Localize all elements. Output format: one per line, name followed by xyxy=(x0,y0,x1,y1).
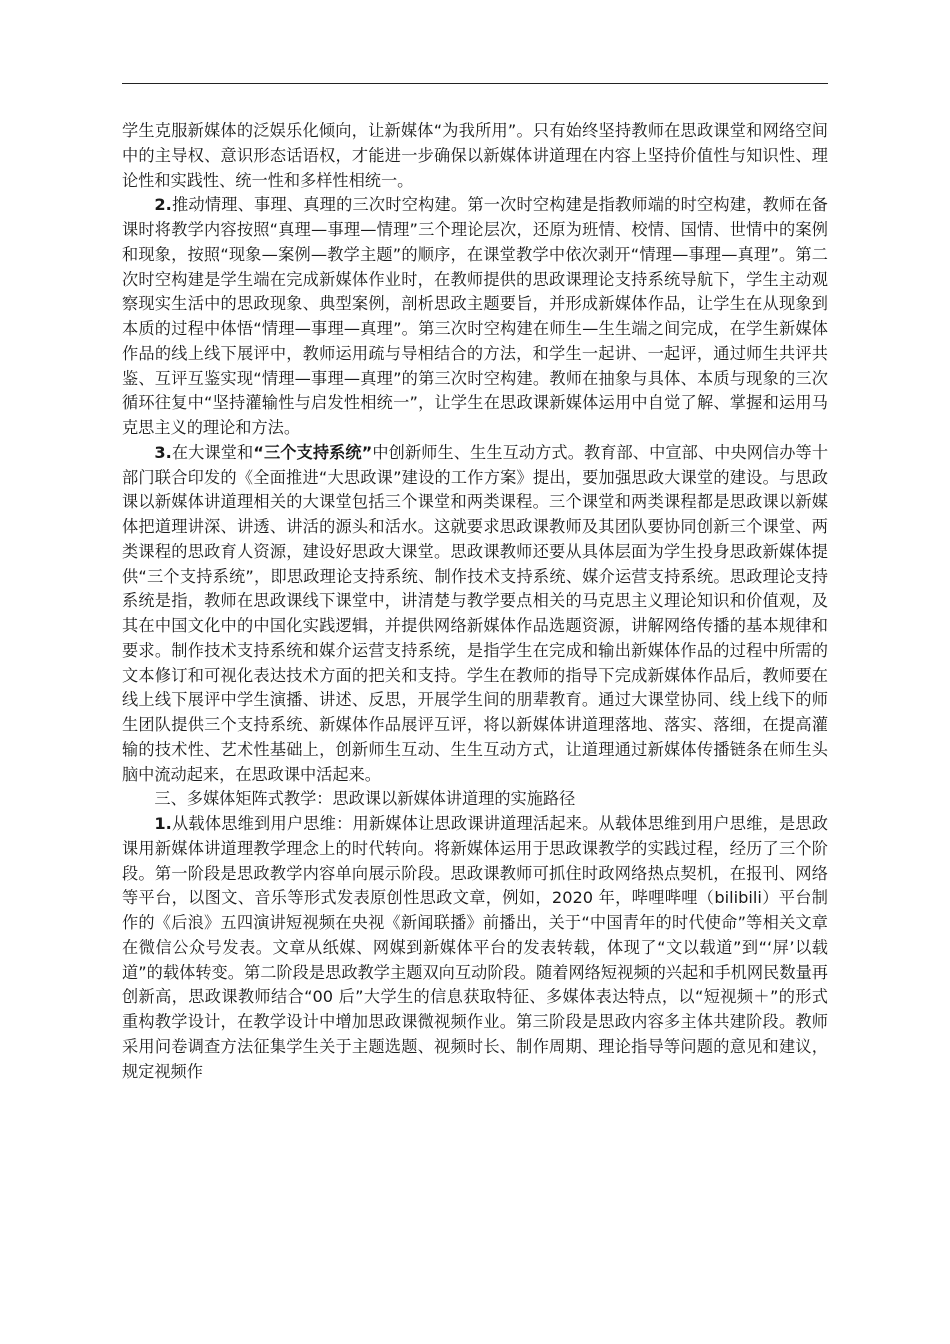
paragraph-subsection-1 xyxy=(122,812,828,1084)
section-heading: 三、多媒体矩阵式教学：思政课以新媒体讲道理的实施路径 xyxy=(154,789,576,809)
item-number: 1. xyxy=(154,814,172,833)
paragraph-continuation: 学生克服新媒体的泛娱乐化倾向，让新媒体“为我所用”。只有始终坚持教师在思政课堂和网络空间中的主导权、意识形态话语权，才能进一步确保以新媒体讲道理在内容上坚持价值性与知识性、理论性和实践性、统一性和多样性相统一。 xyxy=(122,121,828,190)
paragraph-section-3 xyxy=(122,441,828,788)
emphasis-text: “三个支持系统” xyxy=(253,442,373,462)
paragraph-text: 中创新师生、生生互动方式。教育部、中宣部、中央网信办等十部门联合印发的《全面推进“大思政课”建设的工作方案》提出，要加强思政大课堂的建设。与思政课以新媒体讲道理相关的大课堂包括三个课堂和两类课程。三个课堂和两类课程都是思政课以新媒体把道理讲深、讲透、讲活的源头和活水。这就要求思政课教师及其团队要协同创新三个课堂、两类课程的思政育人资源，建设好思政大课堂。思政课教师还要从具体层面为学生投身思政新媒体提供“三个支持系统”，即思政理论支持系统、制作技术支持系统、媒介运营支持系统。思政理论支持系统是指，教师在思政课线下课堂中，讲清楚与教学要点相关的马克思主义理论知识和价值观，及其在中国文化中的中国化实践逻辑，并提供网络新媒体作品选题资源，讲解网络传播的基本规律和要求。制作技术支持系统和媒介运营支持系统，是指学生在完成和输出新媒体作品的过程中所需的文本修订和可视化表达技术方面的把关和支持。学生在教师的指导下完成新媒体作品后，教师要在线上线下展评中学生演播、讲述、反思，开展学生间的朋辈教育。通过大课堂协同、线上线下的师生团队提供三个支持系统、新媒体作品展评互评，将以新媒体讲道理落地、落实、落细，在提高灌输的技术性、艺术性基础上，创新师生互动、生生互动方式，让道理通过新媒体传播链条在师生头脑中流动起来，在思政课中活起来。 xyxy=(122,442,829,784)
header-rule xyxy=(122,83,828,84)
item-number: 3. xyxy=(154,442,172,462)
paragraph-section-2 xyxy=(122,193,828,441)
body-text xyxy=(122,119,828,1084)
document-page xyxy=(122,0,828,1344)
paragraph-text: 推动情理、事理、真理的三次时空构建。第一次时空构建是指教师端的时空构建，教师在备课时将教学内容按照“真理—事理—情理”三个理论层次，还原为班情、校情、国情、世情中的案例和现象，按照“现象—案例—教学主题”的顺序，在课堂教学中依次剥开“情理—事理—真理”。第二次时空构建是学生端在完成新媒体作业时，在教师提供的思政课理论支持系统导航下，学生主动观察现实生活中的思政现象、典型案例，剖析思政主题要旨，并形成新媒体作品，让学生在从现象到本质的过程中体悟“情理—事理—真理”。第三次时空构建在师生—生生端之间完成，在学生新媒体作品的线上线下展评中，教师运用疏与导相结合的方法，和学生一起讲、一起评，通过师生共评共鉴、互评互鉴实现“情理—事理—真理”的第三次时空构建。教师在抽象与具体、本质与现象的三次循环往复中“坚持灌输性与启发性相统一”，让学生在思政课新媒体运用中自觉了解、掌握和运用马克思主义的理论和方法。 xyxy=(122,195,828,437)
paragraph-text: 在大课堂和 xyxy=(171,442,254,462)
item-number: 2. xyxy=(154,195,172,215)
paragraph-text: 从载体思维到用户思维：用新媒体让思政课讲道理活起来。从载体思维到用户思维，是思政课用新媒体讲道理教学理念上的时代转向。将新媒体运用于思政课教学的实践过程，经历了三个阶段。第一阶段是思政教学内容单向展示阶段。思政课教师可抓住时政网络热点契机，在报刊、网络等平台，以图文、音乐等形式发表原创性思政文章，例如，2020 年，哔哩哔哩（bilibili）平台制作的《后浪》五四演讲短视频在央视《新闻联播》前播出，关于“中国青年的时代使命”等相关文章在微信公众号发表。文章从纸媒、网媒到新媒体平台的发表转载，体现了“文以载道”到“‘屏’以载道”的载体转变。第二阶段是思政教学主题双向互动阶段。随着网络短视频的兴起和手机网民数量再创新高，思政课教师结合“00 后”大学生的信息获取特征、多媒体表达特点，以“短视频＋”的形式重构教学设计，在教学设计中增加思政课微视频作业。第三阶段是思政内容多主体共建阶段。教师采用问卷调查方法征集学生关于主题选题、视频时长、制作周期、理论指导等问题的意见和建议，规定视频作 xyxy=(122,814,828,1081)
